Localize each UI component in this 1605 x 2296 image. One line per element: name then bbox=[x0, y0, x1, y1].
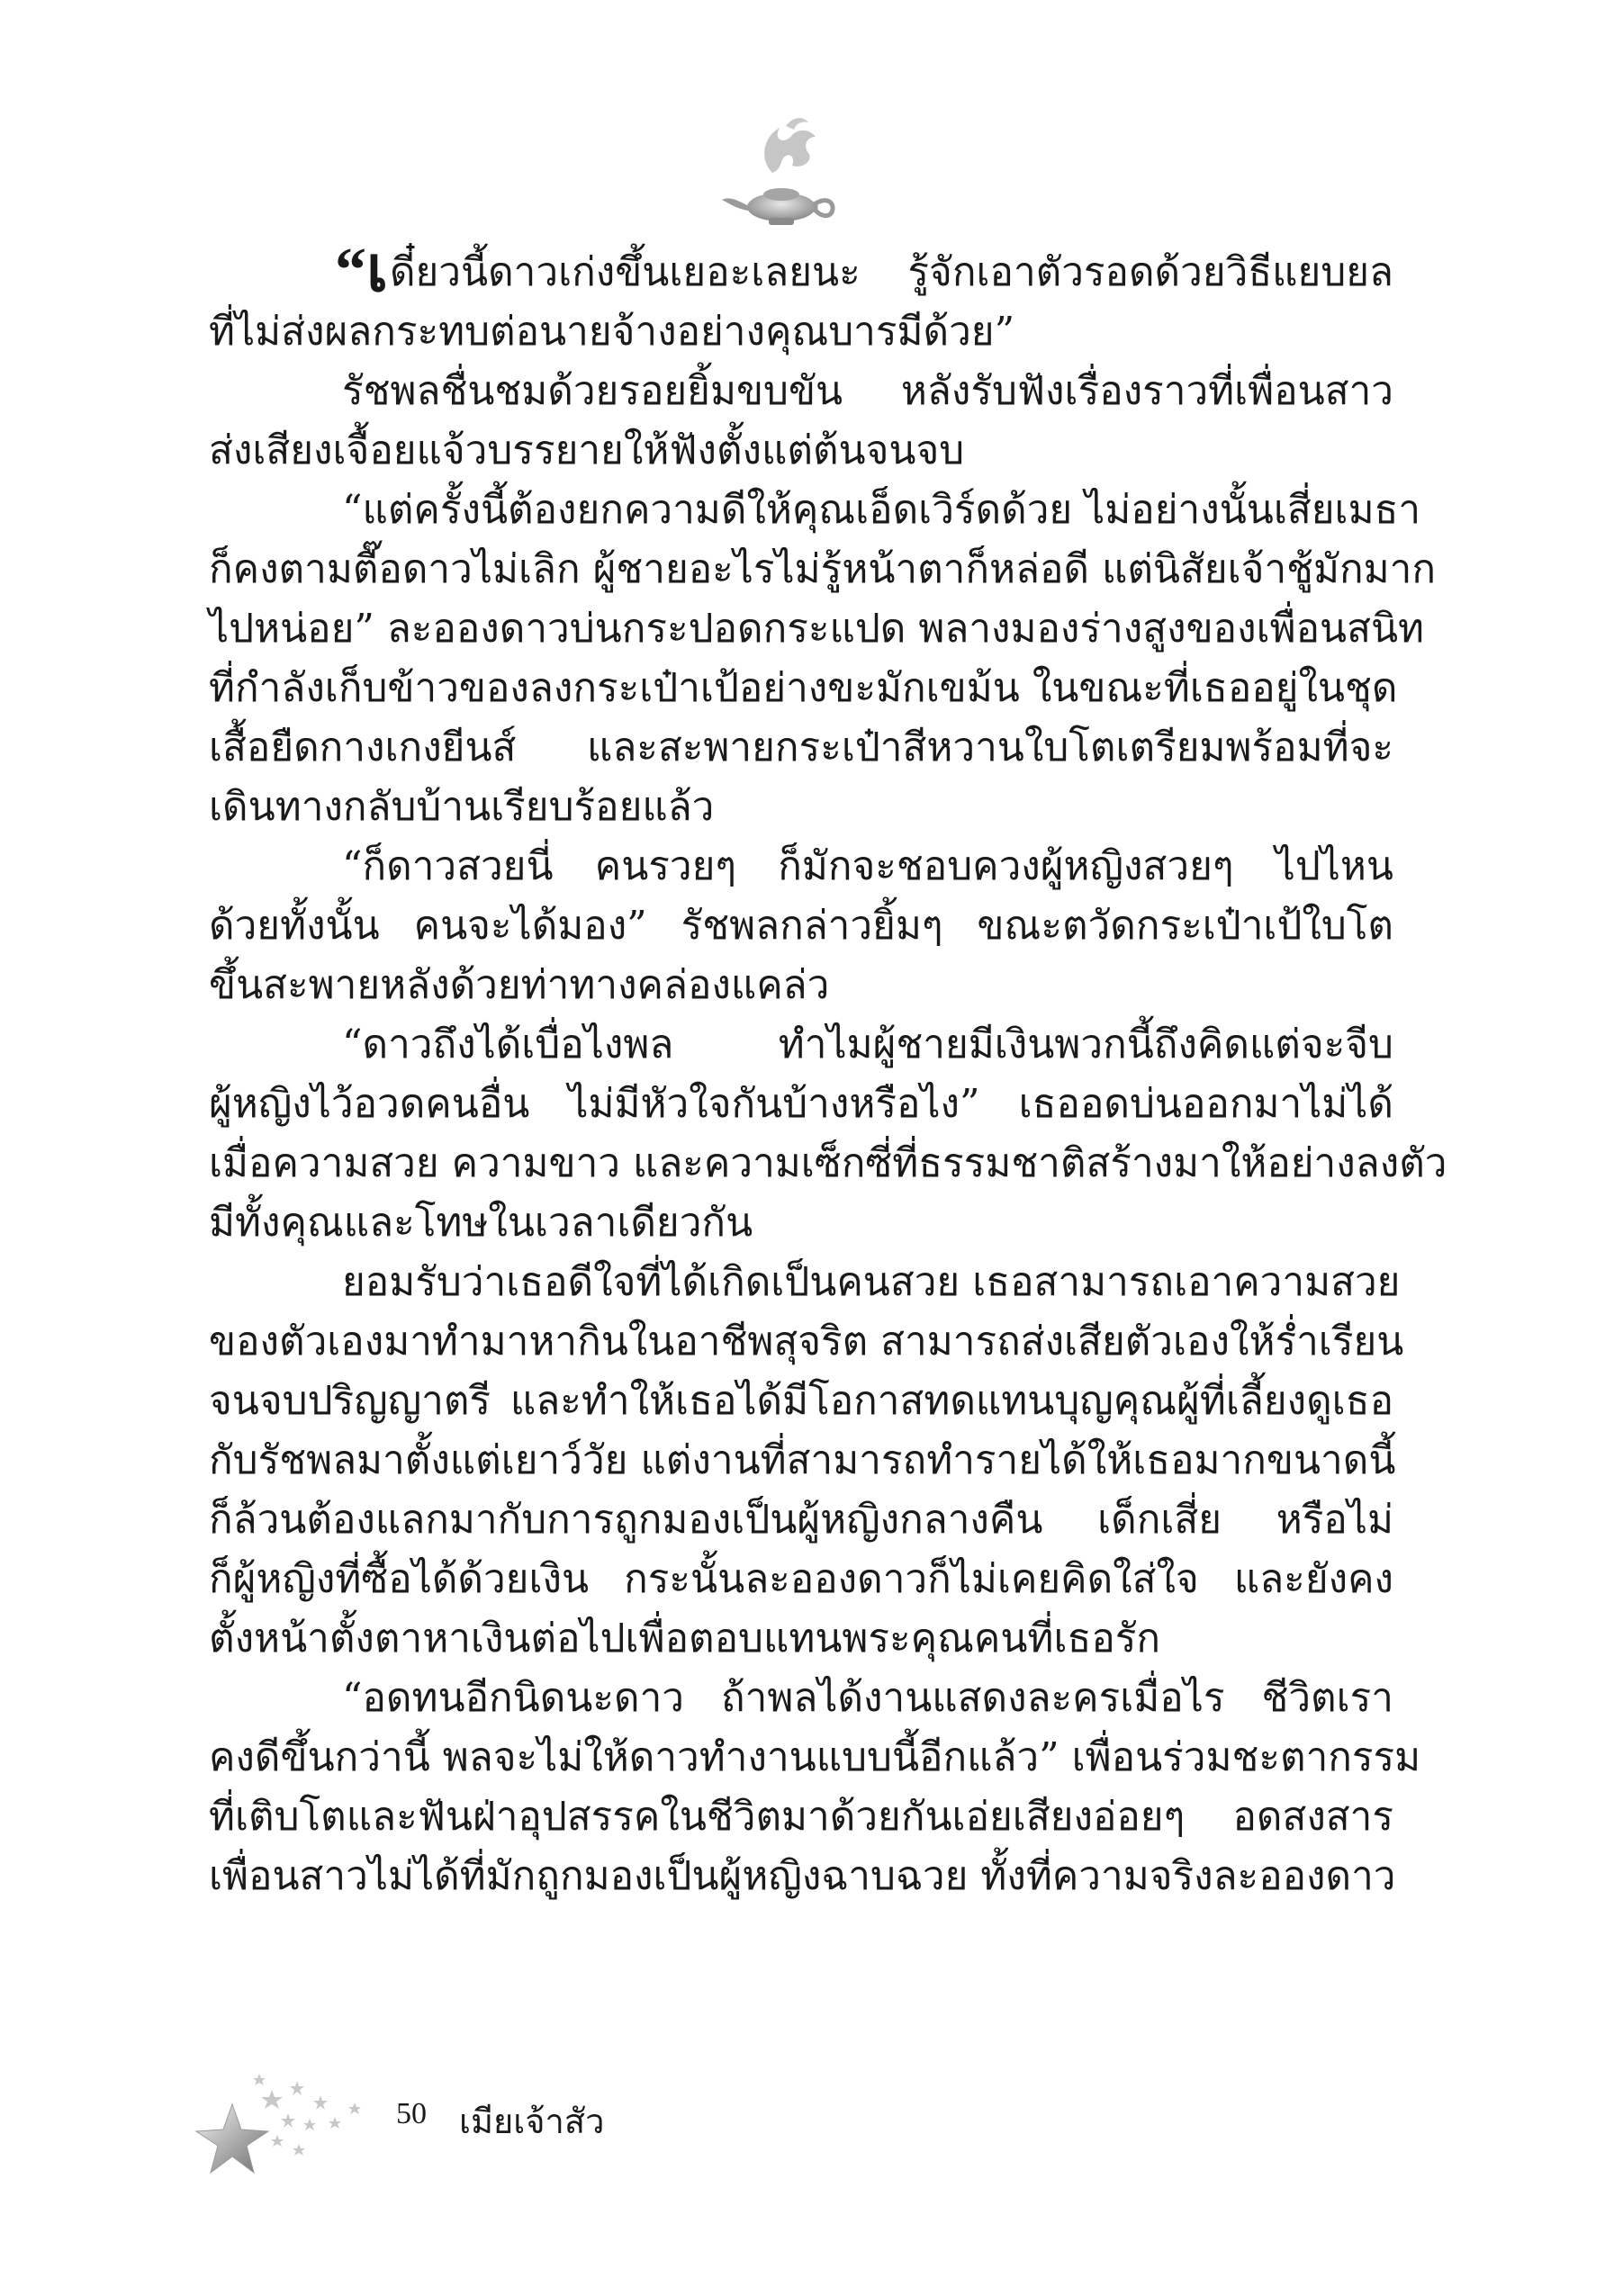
page-footer bbox=[189, 2054, 693, 2189]
text-line bbox=[209, 1490, 1393, 1550]
line-text: ตั้งหน้าตั้งตาหาเงินต่อไปเพื่อตอบแทนพระคุณคนที่เธอรัก bbox=[209, 1616, 1161, 1661]
text-line bbox=[209, 1847, 1396, 1906]
line-text: ขึ้นสะพายหลังด้วยท่าทางคล่องแคล่ว bbox=[209, 962, 830, 1008]
line-text: ที่กำลังเก็บข้าวของลงกระเป๋าเป้อย่างขะมักเขม้น ในขณะที่เธออยู่ในชุด bbox=[209, 665, 1398, 711]
text-line bbox=[209, 1015, 1393, 1075]
text-line bbox=[209, 1075, 1393, 1134]
text-line bbox=[209, 1728, 1421, 1787]
line-text: ด้วยทั้งนั้น คนจะได้มอง” รัชพลกล่าวยิ้มๆ ขณะตวัดกระเป๋าเป้ใบโต bbox=[209, 903, 1393, 949]
line-text: ส่งเสียงเจื้อยแจ้วบรรยายให้ฟังตั้งแต่ต้นจนจบ bbox=[209, 428, 965, 473]
text-line bbox=[209, 1609, 1393, 1669]
line-text: “อดทนอีกนิดนะดาว ถ้าพลได้งานแสดงละครเมื่อไร ชีวิตเรา bbox=[342, 1675, 1393, 1721]
text-line bbox=[209, 718, 1393, 778]
text-line bbox=[209, 837, 1393, 896]
text-line bbox=[209, 956, 1393, 1015]
line-text: ดี๋ยวนี้ดาวเก่งขึ้นเยอะเลยนะ รู้จักเอาตัวรอดด้วยวิธีแยบยล bbox=[389, 249, 1393, 295]
line-text: “ก็ดาวสวยนี่ คนรวยๆ ก็มักจะชอบควงผู้หญิงสวยๆ ไปไหน bbox=[342, 843, 1393, 889]
line-text: ที่เติบโตและฟันฝ่าอุปสรรคในชีวิตมาด้วยกันเอ่ยเสียงอ่อยๆ อดสงสาร bbox=[209, 1794, 1393, 1840]
text-line bbox=[209, 481, 1421, 540]
line-text: ที่ไม่ส่งผลกระทบต่อนายจ้างอย่างคุณบารมีด้วย” bbox=[209, 309, 1015, 355]
text-line bbox=[209, 659, 1398, 718]
text-line bbox=[209, 1253, 1401, 1312]
text-line bbox=[209, 599, 1425, 659]
text-line bbox=[209, 1193, 1393, 1253]
text-line bbox=[209, 362, 1393, 421]
text-line bbox=[209, 540, 1437, 599]
line-text: ของตัวเองมาทำมาหากินในอาชีพสุจริต สามารถส่งเสียตัวเองให้ร่ำเรียน bbox=[209, 1319, 1404, 1364]
paragraph bbox=[209, 362, 1393, 481]
page-number: 50 bbox=[396, 2097, 427, 2130]
text-line bbox=[209, 1312, 1404, 1372]
text-line bbox=[209, 302, 1393, 362]
line-text: เพื่อนสาวไม่ได้ที่มักถูกมองเป็นผู้หญิงฉาบฉวย ทั้งที่ความจริงละอองดาว bbox=[209, 1853, 1396, 1899]
paragraph bbox=[209, 837, 1393, 1015]
line-text: รัชพลชื่นชมด้วยรอยยิ้มขบขัน หลังรับฟังเรื่องราวที่เพื่อนสาว bbox=[342, 368, 1393, 414]
line-text: ก็ผู้หญิงที่ซื้อได้ด้วยเงิน กระนั้นละอองดาวก็ไม่เคยคิดใส่ใจ และยังคง bbox=[209, 1556, 1393, 1602]
text-line bbox=[209, 1787, 1393, 1847]
line-text: “ดาวถึงได้เบื่อไงพล ทำไมผู้ชายมีเงินพวกนี้ถึงคิดแต่จะจีบ bbox=[342, 1022, 1393, 1067]
line-text: “แต่ครั้งนี้ต้องยกความดีให้คุณเอ็ดเวิร์ดด้วย ไม่อย่างนั้นเสี่ยเมธา bbox=[342, 487, 1421, 533]
text-line bbox=[209, 1669, 1393, 1728]
line-text: ไปหน่อย” ละอองดาวบ่นกระปอดกระแปด พลางมองร่างสูงของเพื่อนสนิท bbox=[209, 606, 1425, 652]
text-line bbox=[209, 1550, 1393, 1609]
text-line bbox=[209, 1134, 1447, 1193]
line-text: เดินทางกลับบ้านเรียบร้อยแล้ว bbox=[209, 784, 715, 830]
line-text: จนจบปริญญาตรี และทำให้เธอได้มีโอกาสทดแทนบุญคุณผู้ที่เลี้ยงดูเธอ bbox=[209, 1378, 1393, 1424]
paragraph bbox=[209, 236, 1393, 362]
line-text: ก็คงตามตื๊อดาวไม่เลิก ผู้ชายอะไรไม่รู้หน้าตาก็หล่อดี แต่นิสัยเจ้าชู้มักมาก bbox=[209, 546, 1437, 592]
line-text: เสื้อยืดกางเกงยีนส์ และสะพายกระเป๋าสีหวานใบโตเตรียมพร้อมที่จะ bbox=[209, 725, 1393, 770]
text-line bbox=[209, 1431, 1396, 1490]
paragraph bbox=[209, 1015, 1447, 1253]
line-text: ผู้หญิงไว้อวดคนอื่น ไม่มีหัวใจกันบ้างหรือไง” เธออดบ่นออกมาไม่ได้ bbox=[209, 1081, 1393, 1127]
body-text bbox=[209, 236, 1447, 1906]
text-line bbox=[209, 896, 1393, 956]
line-text: ยอมรับว่าเธอดีใจที่ได้เกิดเป็นคนสวย เธอสามารถเอาความสวย bbox=[342, 1259, 1401, 1305]
paragraph bbox=[209, 1253, 1404, 1669]
text-line bbox=[209, 1372, 1393, 1431]
stars-icon bbox=[189, 2054, 387, 2180]
paragraph bbox=[209, 481, 1437, 837]
line-text: กับรัชพลมาตั้งแต่เยาว์วัย แต่งานที่สามารถทำรายได้ให้เธอมากขนาดนี้ bbox=[209, 1437, 1396, 1483]
paragraph bbox=[209, 1669, 1421, 1906]
line-text: มีทั้งคุณและโทษในเวลาเดียวกัน bbox=[209, 1200, 753, 1246]
book-title: เมียเจ้าสัว bbox=[459, 2102, 605, 2141]
drop-cap: “เ bbox=[335, 236, 388, 305]
magic-lamp-icon bbox=[709, 110, 853, 236]
line-text: เมื่อความสวย ความขาว และความเซ็กซี่ที่ธรรมชาติสร้างมาให้อย่างลงตัว bbox=[209, 1140, 1447, 1186]
text-line bbox=[209, 778, 1393, 837]
line-text: คงดีขึ้นกว่านี้ พลจะไม่ให้ดาวทำงานแบบนี้อีกแล้ว” เพื่อนร่วมชะตากรรม bbox=[209, 1734, 1421, 1780]
text-line bbox=[209, 236, 1393, 305]
text-line bbox=[209, 421, 1393, 481]
line-text: ก็ล้วนต้องแลกมากับการถูกมองเป็นผู้หญิงกลางคืน เด็กเสี่ย หรือไม่ bbox=[209, 1497, 1393, 1543]
